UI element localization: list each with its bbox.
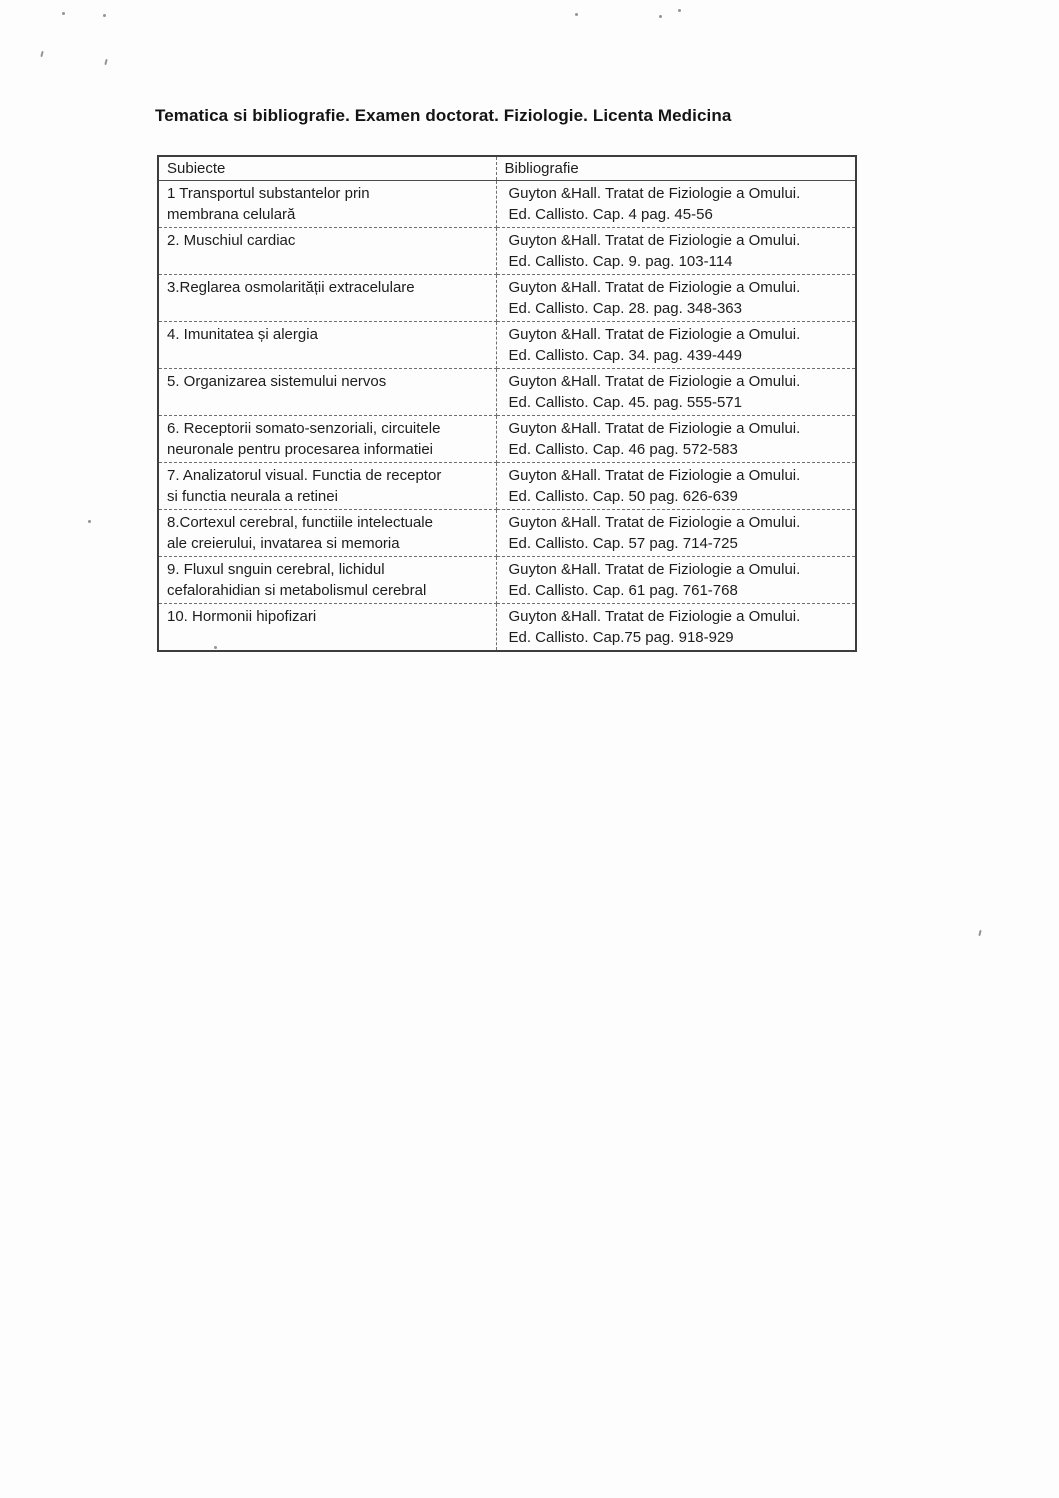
subject-line: neuronale pentru procesarea informatiei: [167, 441, 433, 458]
scan-speck: [88, 520, 91, 523]
subject-line: 4. Imunitatea și alergia: [167, 326, 318, 343]
bibliography-cell: [496, 557, 856, 604]
subject-line: 2. Muschiul cardiac: [167, 232, 296, 249]
table-row: [158, 604, 856, 652]
subject-line: 9. Fluxul snguin cerebral, lichidul: [167, 561, 385, 578]
scan-speck: [678, 9, 681, 12]
bibliography-cell: [496, 322, 856, 369]
subject-line: 5. Organizarea sistemului nervos: [167, 373, 387, 390]
column-header-subiecte: Subiecte: [158, 156, 496, 181]
scan-speck: [659, 15, 662, 18]
table-row: [158, 322, 856, 369]
bibliography-line: Ed. Callisto. Cap. 4 pag. 45-56: [508, 206, 713, 223]
subject-line: si functia neurala a retinei: [167, 488, 338, 505]
subject-line: cefalorahidian si metabolismul cerebral: [167, 582, 427, 599]
table-header-row: [158, 156, 856, 181]
table-row: [158, 416, 856, 463]
bibliography-cell: [496, 416, 856, 463]
bibliography-line: Guyton &Hall. Tratat de Fiziologie a Omului.: [508, 326, 801, 343]
subject-line: 1 Transportul substantelor prin: [167, 185, 370, 202]
bibliography-line: Guyton &Hall. Tratat de Fiziologie a Omului.: [508, 467, 801, 484]
bibliography-cell: [496, 510, 856, 557]
document-title: Tematica si bibliografie. Examen doctorat. Fiziologie. Licenta Medicina: [155, 106, 732, 125]
bibliography-line: Ed. Callisto. Cap. 57 pag. 714-725: [508, 535, 738, 552]
subject-cell: [158, 510, 496, 557]
bibliography-cell: [496, 604, 856, 652]
bibliography-cell: [496, 463, 856, 510]
table-row: [158, 557, 856, 604]
bibliography-line: Ed. Callisto. Cap. 34. pag. 439-449: [508, 347, 742, 364]
column-header-bibliografie: Bibliografie: [496, 156, 856, 181]
scan-speck: [62, 12, 65, 15]
subject-line: 7. Analizatorul visual. Functia de receptor: [167, 467, 442, 484]
table-row: [158, 510, 856, 557]
subject-cell: [158, 322, 496, 369]
subject-cell: [158, 228, 496, 275]
bibliography-line: Ed. Callisto. Cap.75 pag. 918-929: [508, 629, 734, 646]
subject-line: 8.Cortexul cerebral, functiile intelectuale: [167, 514, 433, 531]
subject-line: membrana celulară: [167, 206, 296, 223]
bibliography-line: Guyton &Hall. Tratat de Fiziologie a Omului.: [508, 232, 801, 249]
topics-table: [157, 155, 857, 652]
bibliography-line: Guyton &Hall. Tratat de Fiziologie a Omului.: [508, 608, 801, 625]
table-row: [158, 228, 856, 275]
bibliography-line: Guyton &Hall. Tratat de Fiziologie a Omului.: [508, 561, 801, 578]
subject-line: 6. Receptorii somato-senzoriali, circuitele: [167, 420, 441, 437]
table-row: [158, 369, 856, 416]
subject-cell: [158, 275, 496, 322]
subject-cell: [158, 369, 496, 416]
scan-speck: [978, 930, 981, 936]
subject-cell: [158, 604, 496, 652]
subject-cell: [158, 557, 496, 604]
bibliography-line: Ed. Callisto. Cap. 61 pag. 761-768: [508, 582, 738, 599]
bibliography-cell: [496, 369, 856, 416]
bibliography-line: Ed. Callisto. Cap. 45. pag. 555-571: [508, 394, 742, 411]
table-row: [158, 463, 856, 510]
subject-cell: [158, 181, 496, 228]
bibliography-line: Guyton &Hall. Tratat de Fiziologie a Omului.: [508, 420, 801, 437]
table-row: [158, 275, 856, 322]
bibliography-line: Guyton &Hall. Tratat de Fiziologie a Omului.: [508, 373, 801, 390]
scan-speck: [103, 14, 106, 17]
bibliography-line: Guyton &Hall. Tratat de Fiziologie a Omului.: [508, 514, 801, 531]
subject-cell: [158, 463, 496, 510]
bibliography-cell: [496, 275, 856, 322]
table-row: [158, 181, 856, 228]
bibliography-line: Ed. Callisto. Cap. 50 pag. 626-639: [508, 488, 738, 505]
scan-speck: [575, 13, 578, 16]
bibliography-cell: [496, 181, 856, 228]
subject-line: 3.Reglarea osmolarității extracelulare: [167, 279, 415, 296]
subject-cell: [158, 416, 496, 463]
scan-speck: [40, 51, 43, 57]
subject-line: ale creierului, invatarea si memoria: [167, 535, 400, 552]
bibliography-cell: [496, 228, 856, 275]
bibliography-line: Guyton &Hall. Tratat de Fiziologie a Omului.: [508, 185, 801, 202]
bibliography-line: Guyton &Hall. Tratat de Fiziologie a Omului.: [508, 279, 801, 296]
bibliography-line: Ed. Callisto. Cap. 28. pag. 348-363: [508, 300, 742, 317]
subject-line: 10. Hormonii hipofizari: [167, 608, 317, 625]
scan-speck: [104, 59, 107, 65]
bibliography-line: Ed. Callisto. Cap. 9. pag. 103-114: [508, 253, 733, 270]
bibliography-line: Ed. Callisto. Cap. 46 pag. 572-583: [508, 441, 738, 458]
